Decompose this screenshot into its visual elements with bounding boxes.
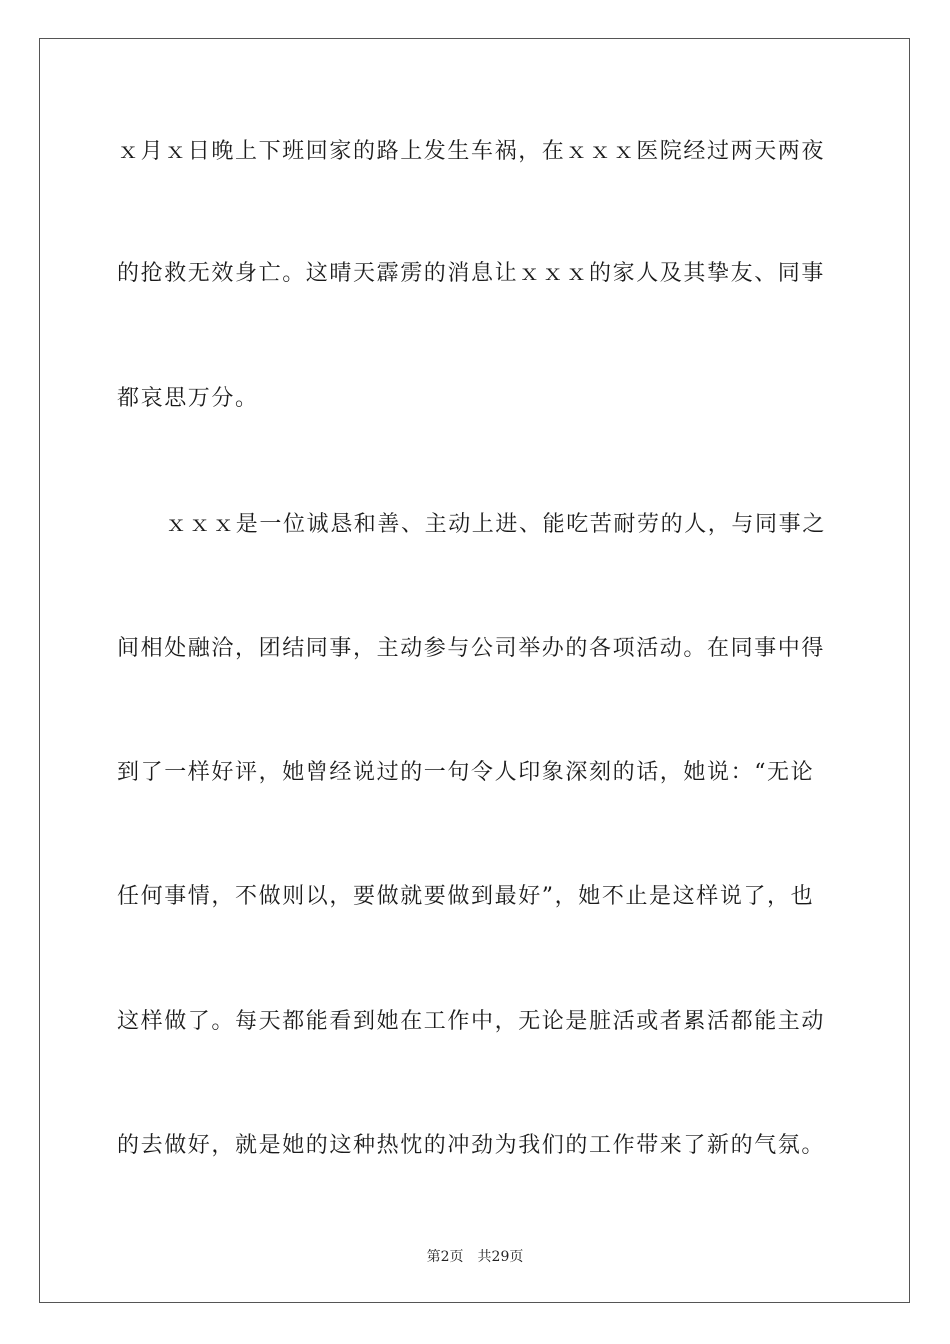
text-line-4: ｘｘｘ是一位诚恳和善、主动上进、能吃苦耐劳的人，与同事之	[165, 512, 826, 537]
text-line-5: 间相处融洽，团结同事，主动参与公司举办的各项活动。在同事中得	[117, 636, 826, 661]
text-line-7: 任何事情，不做则以，要做就要做到最好”，她不止是这样说了，也	[117, 884, 815, 909]
text-line-1: ｘ月ｘ日晚上下班回家的路上发生车祸，在ｘｘｘ医院经过两天两夜	[117, 139, 826, 164]
page-border	[39, 38, 910, 1303]
text-line-9: 的去做好，就是她的这种热忱的冲劲为我们的工作带来了新的气氛。	[117, 1133, 826, 1158]
text-line-6: 到了一样好评，她曾经说过的一句令人印象深刻的话，她说：“无论	[117, 760, 815, 785]
text-line-8: 这样做了。每天都能看到她在工作中，无论是脏活或者累活都能主动	[117, 1009, 826, 1034]
text-line-3: 都哀思万分。	[117, 386, 259, 411]
text-line-2: 的抢救无效身亡。这晴天霹雳的消息让ｘｘｘ的家人及其挚友、同事	[117, 261, 826, 286]
page-number: 第2页	[426, 1249, 464, 1265]
total-pages: 共29页	[477, 1249, 524, 1265]
page-footer	[0, 1247, 950, 1267]
